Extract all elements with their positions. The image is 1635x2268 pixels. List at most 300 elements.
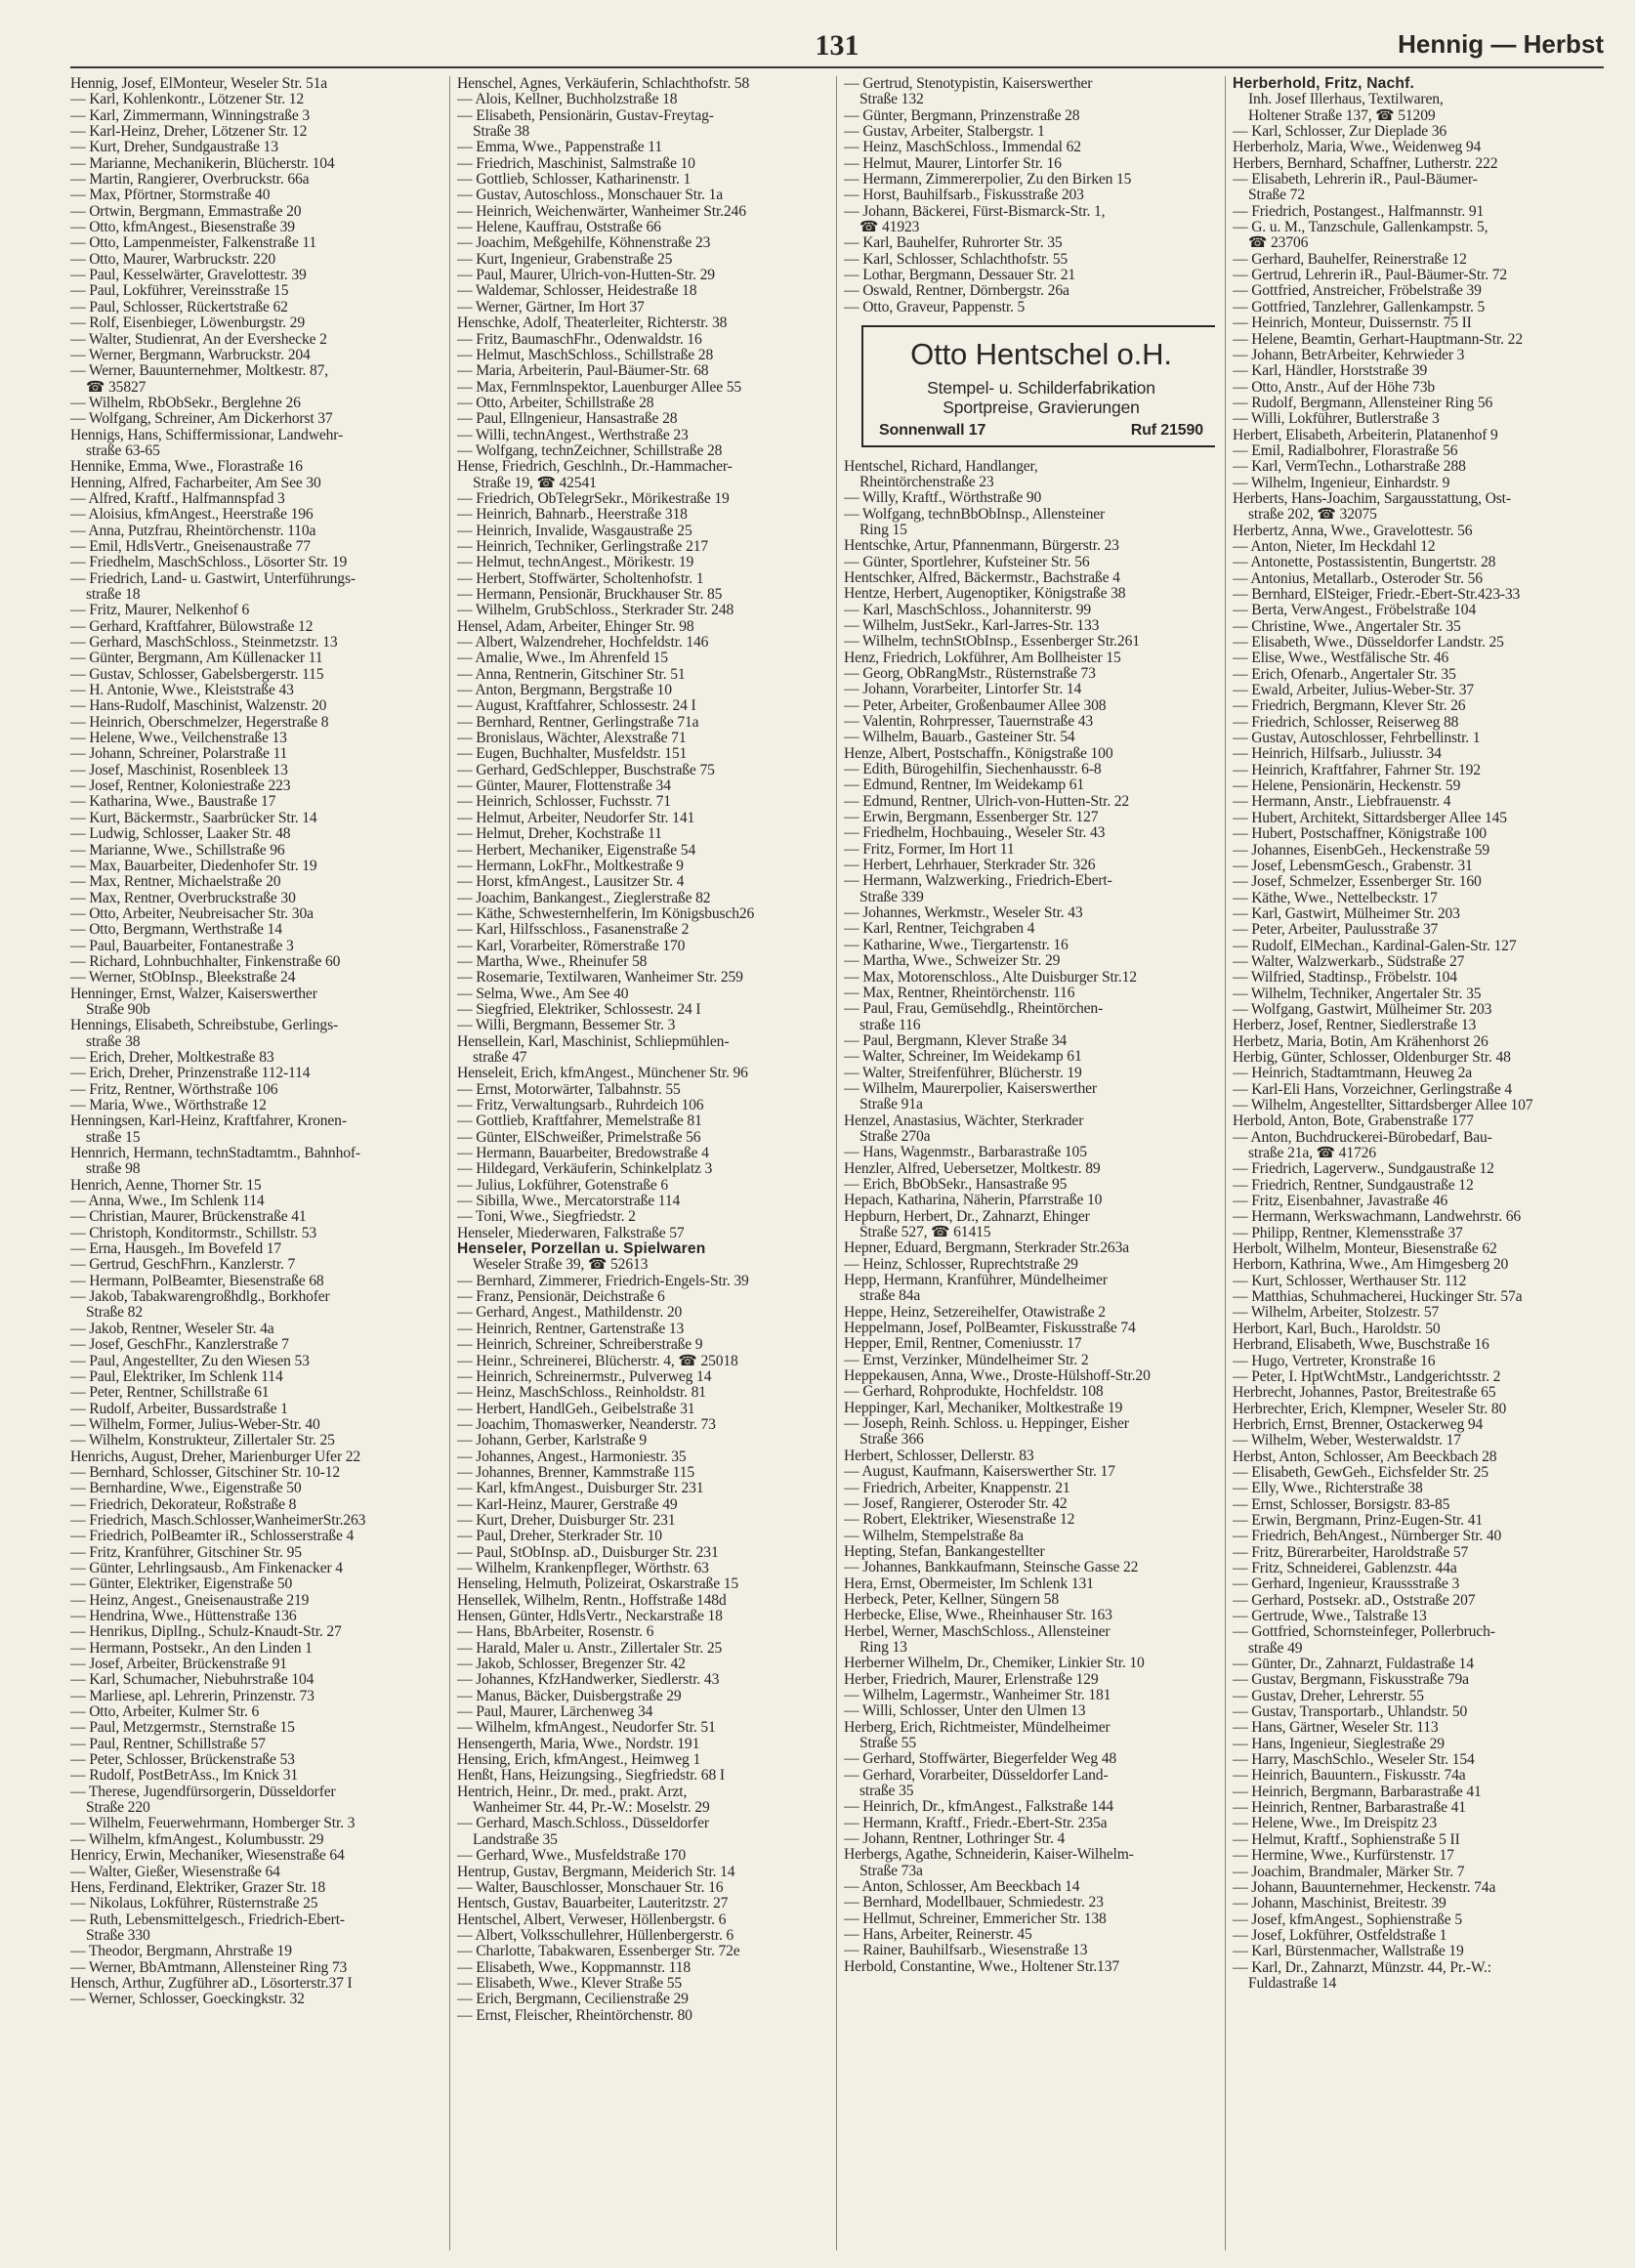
directory-entry: Hens, Ferdinand, Elektriker, Grazer Str. 18 bbox=[70, 1879, 325, 1896]
directory-entry: — Ernst, Motorwärter, Talbahnstr. 55 bbox=[457, 1081, 681, 1098]
directory-entry: — Eugen, Buchhalter, Musfeldstr. 151 bbox=[457, 746, 688, 763]
directory-entry: — Friedrich, Bergmann, Klever Str. 26 bbox=[1233, 698, 1466, 715]
directory-entry: — Gertrud, Lehrerin iR., Paul-Bäumer-Str. 72 bbox=[1233, 268, 1508, 284]
directory-entry: — Johannes, Brenner, Kammstraße 115 bbox=[457, 1464, 694, 1481]
directory-entry-continuation: Straße 19, ☎ 42541 bbox=[473, 475, 597, 491]
directory-entry: — Heinz, MaschSchloss., Immendal 62 bbox=[844, 140, 1081, 156]
directory-entry: — Otto, Graveur, Pappenstr. 5 bbox=[844, 299, 1026, 315]
ad-address: Sonnenwall 17 bbox=[879, 422, 986, 440]
directory-entry: — Johannes, KfzHandwerker, Siedlerstr. 43 bbox=[457, 1672, 720, 1689]
directory-entry: — Karl, Vorarbeiter, Römerstraße 170 bbox=[457, 938, 686, 954]
directory-entry: — Helmut, Arbeiter, Neudorfer Str. 141 bbox=[457, 810, 695, 826]
directory-entry: — Johannes, Werkmstr., Weseler Str. 43 bbox=[844, 905, 1083, 922]
directory-entry: — Friedrich, Arbeiter, Knappenstr. 21 bbox=[844, 1480, 1070, 1496]
directory-entry: — Willi, Schlosser, Unter den Ulmen 13 bbox=[844, 1703, 1086, 1720]
directory-entry: — Hermann, Werkswachmann, Landwehrstr. 66 bbox=[1233, 1209, 1522, 1226]
directory-entry: — Hermann, Kraftf., Friedr.-Ebert-Str. 235a bbox=[844, 1815, 1108, 1831]
directory-entry-continuation: Straße 366 bbox=[859, 1432, 924, 1449]
directory-entry: — Harry, MaschSchlo., Weseler Str. 154 bbox=[1233, 1752, 1475, 1769]
directory-entry-continuation: Landstraße 35 bbox=[473, 1831, 558, 1848]
directory-entry: — Joachim, Brandmaler, Märker Str. 7 bbox=[1233, 1864, 1465, 1880]
directory-entry: — Hildegard, Verkäuferin, Schinkelplatz 3 bbox=[457, 1161, 713, 1178]
directory-entry-continuation: Fuldastraße 14 bbox=[1248, 1975, 1337, 1992]
directory-entry: — Gottlieb, Schlosser, Katharinenstr. 1 bbox=[457, 172, 692, 189]
directory-entry: — Lothar, Bergmann, Dessauer Str. 21 bbox=[844, 268, 1076, 284]
directory-entry: — Josef, kfmAngest., Sophienstraße 5 bbox=[1233, 1911, 1462, 1928]
directory-entry: — Johann, Rentner, Lothringer Str. 4 bbox=[844, 1831, 1066, 1848]
directory-entry: — Paul, Kesselwärter, Gravelottestr. 39 bbox=[70, 268, 307, 284]
directory-entry: — Anton, Bergmann, Bergstraße 10 bbox=[457, 683, 672, 699]
directory-entry: — Fritz, Schneiderei, Gablenzstr. 44a bbox=[1233, 1560, 1457, 1576]
directory-entry-continuation: Wanheimer Str. 44, Pr.-W.: Moselstr. 29 bbox=[473, 1800, 710, 1817]
directory-entry: — Karl-Eli Hans, Vorzeichner, Gerlingstraße 4 bbox=[1233, 1081, 1513, 1098]
directory-entry: — Hermann, PolBeamter, Biesenstraße 68 bbox=[70, 1273, 324, 1289]
directory-entry: — Albert, Walzendreher, Hochfeldstr. 146 bbox=[457, 635, 709, 651]
directory-entry: Hentsch, Gustav, Bauarbeiter, Lauteritzstr. 27 bbox=[457, 1896, 729, 1912]
directory-entry: — Josef, Lokführer, Ostfeldstraße 1 bbox=[1233, 1927, 1447, 1944]
directory-entry: Herbertz, Anna, Wwe., Gravelottestr. 56 bbox=[1233, 523, 1473, 539]
directory-entry: — Marianne, Mechanikerin, Blücherstr. 104 bbox=[70, 155, 335, 172]
directory-entry: — Kurt, Dreher, Sundgaustraße 13 bbox=[70, 140, 278, 156]
directory-entry: Hepper, Emil, Rentner, Comeniusstr. 17 bbox=[844, 1336, 1082, 1353]
directory-entry: — Gustav, Transportarb., Uhlandstr. 50 bbox=[1233, 1704, 1468, 1721]
directory-entry: — Werner, Schlosser, Goeckingkstr. 32 bbox=[70, 1992, 305, 2008]
directory-entry: — Robert, Elektriker, Wiesenstraße 12 bbox=[844, 1512, 1075, 1529]
directory-entry-continuation: Straße 527, ☎ 61415 bbox=[859, 1225, 991, 1240]
directory-entry: — Helene, Beamtin, Gerhart-Hauptmann-Str. 22 bbox=[1233, 331, 1523, 348]
directory-entry: — Gerhard, MaschSchloss., Steinmetzstr. 13 bbox=[70, 635, 338, 651]
directory-entry: — Waldemar, Schlosser, Heidestraße 18 bbox=[457, 283, 697, 300]
directory-entry: — Ruth, Lebensmittelgesch., Friedrich-Ebert- bbox=[70, 1911, 345, 1928]
directory-entry: — G. u. M., Tanzschule, Gallenkampstr. 5, bbox=[1233, 220, 1488, 236]
directory-entry: — Friedrich, Maschinist, Salmstraße 10 bbox=[457, 155, 695, 172]
directory-entry: — Christoph, Konditormstr., Schillstr. 53 bbox=[70, 1225, 317, 1241]
directory-entry: Hensellein, Karl, Maschinist, Schliepmühlen- bbox=[457, 1033, 730, 1050]
directory-entry: — Selma, Wwe., Am See 40 bbox=[457, 986, 629, 1002]
directory-entry: — Werner, Bauunternehmer, Moltkestr. 87, bbox=[70, 363, 329, 380]
directory-entry: — Albert, Volksschullehrer, Hüllenbergerstr. 6 bbox=[457, 1927, 734, 1944]
directory-entry: Hentschel, Richard, Handlanger, bbox=[844, 458, 1038, 475]
directory-entry: — Elly, Wwe., Richterstraße 38 bbox=[1233, 1481, 1423, 1497]
directory-entry: — Nikolaus, Lokführer, Rüsternstraße 25 bbox=[70, 1896, 318, 1912]
directory-entry: — Erwin, Bergmann, Essenberger Str. 127 bbox=[844, 810, 1099, 826]
directory-entry: — Helene, Pensionärin, Heckenstr. 59 bbox=[1233, 778, 1461, 795]
directory-entry: — Heinz, MaschSchloss., Reinholdstr. 81 bbox=[457, 1385, 706, 1402]
directory-entry: — Hermann, LokFhr., Moltkestraße 9 bbox=[457, 858, 684, 874]
directory-entry: — Ernst, Verzinker, Mündelheimer Str. 2 bbox=[844, 1352, 1089, 1368]
directory-entry: — Kurt, Schlosser, Werthauser Str. 112 bbox=[1233, 1273, 1467, 1289]
directory-entry: — Hubert, Postschaffner, Königstraße 100 bbox=[1233, 826, 1487, 843]
directory-entry-highlight: Henseler, Porzellan u. Spielwaren bbox=[457, 1241, 706, 1258]
directory-entry: Hentrup, Gustav, Bergmann, Meiderich Str. 14 bbox=[457, 1864, 735, 1880]
directory-entry: — Wilhelm, Feuerwehrmann, Homberger Str. 3 bbox=[70, 1816, 356, 1832]
directory-entry: Herbrecht, Johannes, Pastor, Breitestraße 65 bbox=[1233, 1385, 1496, 1402]
directory-entry: — Matthias, Schuhmacherei, Huckinger Str. 57a bbox=[1233, 1289, 1523, 1306]
directory-entry: — Wolfgang, technZeichner, Schillstraße 28 bbox=[457, 442, 723, 459]
directory-entry: — Josef, Rangierer, Osteroder Str. 42 bbox=[844, 1495, 1068, 1512]
directory-entry: — Heinz, Angest., Gneisenaustraße 219 bbox=[70, 1592, 310, 1609]
directory-entry: — Gerhard, Angest., Mathildenstr. 20 bbox=[457, 1305, 683, 1322]
directory-entry: — Hermine, Wwe., Kurfürstenstr. 17 bbox=[1233, 1848, 1454, 1865]
directory-entry: — Maria, Wwe., Wörthstraße 12 bbox=[70, 1098, 267, 1113]
directory-entry: — Karl, Dr., Zahnarzt, Münzstr. 44, Pr.-W.: bbox=[1233, 1959, 1491, 1976]
running-head: Hennig — Herbst bbox=[1398, 29, 1604, 59]
directory-entry: — Walter, Walzwerkarb., Südstraße 27 bbox=[1233, 953, 1465, 970]
directory-entry: — Hans, Ingenieur, Sieglestraße 29 bbox=[1233, 1736, 1445, 1752]
directory-entry: — Otto, Arbeiter, Kulmer Str. 6 bbox=[70, 1704, 260, 1721]
directory-entry: — Karl, Gastwirt, Mülheimer Str. 203 bbox=[1233, 905, 1460, 922]
directory-entry: — Karl, Schumacher, Niebuhrstraße 104 bbox=[70, 1672, 314, 1689]
directory-entry: Hensengerth, Maria, Wwe., Nordstr. 191 bbox=[457, 1736, 700, 1752]
directory-entry: — Wilhelm, Techniker, Angertaler Str. 35 bbox=[1233, 986, 1482, 1002]
directory-entry: — Johannes, Bankkaufmann, Steinsche Gasse 22 bbox=[844, 1560, 1139, 1576]
directory-entry: Herbolt, Wilhelm, Monteur, Biesenstraße 62 bbox=[1233, 1241, 1497, 1258]
directory-entry: Herberholz, Maria, Wwe., Weidenweg 94 bbox=[1233, 140, 1482, 156]
directory-entry: — Martin, Rangierer, Overbruckstr. 66a bbox=[70, 172, 310, 189]
directory-entry: — Karl, Bürstenmacher, Wallstraße 19 bbox=[1233, 1944, 1464, 1960]
directory-entry: — Willy, Kraftf., Wörthstraße 90 bbox=[844, 490, 1042, 507]
directory-entry: — Gertrud, GeschFhrn., Kanzlerstr. 7 bbox=[70, 1257, 296, 1274]
directory-entry: — Johann, Schreiner, Polarstraße 11 bbox=[70, 746, 288, 763]
directory-entry: — Philipp, Rentner, Klemensstraße 37 bbox=[1233, 1225, 1463, 1241]
directory-entry: Hera, Ernst, Obermeister, Im Schlenk 131 bbox=[844, 1575, 1094, 1592]
directory-column-4 bbox=[1233, 76, 1604, 2250]
directory-entry-continuation: Rheintörchenstraße 23 bbox=[859, 474, 994, 490]
directory-entry: Heppe, Heinz, Setzereihelfer, Otawistraße 2 bbox=[844, 1304, 1106, 1321]
directory-entry: — Friedrich, BehAngest., Nürnberger Str. 40 bbox=[1233, 1529, 1502, 1545]
directory-entry: — Emma, Wwe., Pappenstraße 11 bbox=[457, 140, 663, 156]
directory-entry-continuation: straße 63-65 bbox=[86, 442, 160, 459]
directory-entry: Herbold, Anton, Bote, Grabenstraße 177 bbox=[1233, 1113, 1474, 1130]
ad-line-2: Sportpreise, Gravierungen bbox=[943, 398, 1140, 418]
directory-entry: — Bronislaus, Wächter, Alexstraße 71 bbox=[457, 731, 687, 747]
directory-entry: Heppekausen, Anna, Wwe., Droste-Hülshoff-Str.20 bbox=[844, 1368, 1151, 1385]
directory-entry-continuation: Straße 132 bbox=[859, 92, 924, 108]
directory-entry: Henseleit, Erich, kfmAngest., Münchener Str. 96 bbox=[457, 1066, 748, 1082]
directory-entry: — Walter, Streifenführer, Blücherstr. 19 bbox=[844, 1065, 1082, 1081]
directory-entry: Henninger, Ernst, Walzer, Kaiserswerther bbox=[70, 986, 317, 1002]
directory-entry: — Gerhard, Postsekr. aD., Oststraße 207 bbox=[1233, 1592, 1476, 1609]
directory-entry: — Josef, Rentner, Koloniestraße 223 bbox=[70, 778, 291, 795]
directory-entry: — Karl, MaschSchloss., Johanniterstr. 99 bbox=[844, 602, 1092, 618]
directory-entry: — Johannes, Angest., Harmoniestr. 35 bbox=[457, 1449, 687, 1465]
directory-entry: — Max, Rentner, Overbruckstraße 30 bbox=[70, 890, 296, 906]
directory-entry: Henning, Alfred, Facharbeiter, Am See 30 bbox=[70, 475, 321, 491]
directory-entry: — Ortwin, Bergmann, Emmastraße 20 bbox=[70, 203, 302, 220]
directory-entry: — Paul, Schlosser, Rückertstraße 62 bbox=[70, 299, 288, 315]
directory-entry: — Johann, Maschinist, Breitestr. 39 bbox=[1233, 1896, 1446, 1912]
directory-entry: — Elisabeth, Wwe., Koppmannstr. 118 bbox=[457, 1959, 692, 1976]
directory-entry: — Karl, kfmAngest., Duisburger Str. 231 bbox=[457, 1481, 704, 1497]
directory-entry: — Bernhard, Zimmerer, Friedrich-Engels-Str. 39 bbox=[457, 1273, 749, 1289]
directory-entry: — Erich, BbObSekr., Hansastraße 95 bbox=[844, 1176, 1068, 1193]
directory-entry: — Willi, technAngest., Werthstraße 23 bbox=[457, 427, 689, 443]
directory-entry: — Paul, Elektriker, Im Schlenk 114 bbox=[70, 1368, 283, 1385]
directory-entry: — Berta, VerwAngest., Fröbelstraße 104 bbox=[1233, 603, 1477, 619]
directory-entry: — Bernhard, Schlosser, Gitschiner Str. 10-12 bbox=[70, 1464, 341, 1481]
directory-entry: — Otto, Arbeiter, Neubreisacher Str. 30a bbox=[70, 905, 314, 922]
directory-entry: — Antonius, Metallarb., Osteroder Str. 56 bbox=[1233, 570, 1483, 587]
directory-entry: — Johann, Gerber, Karlstraße 9 bbox=[457, 1433, 648, 1449]
directory-entry: — Katharine, Wwe., Tiergartenstr. 16 bbox=[844, 937, 1069, 953]
directory-entry: — Peter, Arbeiter, Paulusstraße 37 bbox=[1233, 922, 1439, 939]
directory-entry: — Wilhelm, JustSekr., Karl-Jarres-Str. 133 bbox=[844, 617, 1100, 634]
directory-entry-continuation: straße 47 bbox=[473, 1049, 527, 1066]
directory-entry-continuation: straße 84a bbox=[859, 1288, 921, 1305]
directory-entry: — Erich, Dreher, Moltkestraße 83 bbox=[70, 1049, 274, 1066]
directory-entry: — Käthe, Schwesternhelferin, Im Königsbusch26 bbox=[457, 905, 755, 922]
page-number: 131 bbox=[815, 29, 859, 62]
directory-entry: — Emil, Radialbohrer, Florastraße 56 bbox=[1233, 442, 1458, 459]
directory-entry-continuation: Straße 55 bbox=[859, 1736, 916, 1751]
directory-entry: — Heinrich, Techniker, Gerlingstraße 217 bbox=[457, 538, 709, 555]
directory-entry-continuation: Straße 90b bbox=[86, 1001, 150, 1018]
directory-entry: — Paul, Ellngenieur, Hansastraße 28 bbox=[457, 411, 678, 428]
directory-entry: — August, Kaufmann, Kaiserswerther Str. 17 bbox=[844, 1464, 1115, 1481]
directory-entry: — Gerhard, Wwe., Musfeldstraße 170 bbox=[457, 1848, 687, 1865]
directory-entry: — Gustav, Dreher, Lehrerstr. 55 bbox=[1233, 1688, 1424, 1704]
directory-entry: Herbort, Karl, Buch., Haroldstr. 50 bbox=[1233, 1321, 1441, 1337]
directory-entry: Henze, Albert, Postschaffn., Königstraße 100 bbox=[844, 745, 1113, 762]
directory-entry: — Hans, BbArbeiter, Rosenstr. 6 bbox=[457, 1624, 654, 1641]
directory-entry-highlight: Herberhold, Fritz, Nachf. bbox=[1233, 76, 1415, 92]
directory-entry: — Günter, Bergmann, Am Küllenacker 11 bbox=[70, 651, 323, 667]
directory-entry: Hensellek, Wilhelm, Rentn., Hoffstraße 148d bbox=[457, 1592, 727, 1609]
directory-entry: — Friedrich, Postangest., Halfmannstr. 91 bbox=[1233, 203, 1485, 220]
advertisement-box bbox=[861, 325, 1215, 446]
directory-entry: — Antonette, Postassistentin, Bungertstr. 28 bbox=[1233, 555, 1496, 571]
directory-entry: — Johann, Bäckerei, Fürst-Bismarck-Str. 1, bbox=[844, 203, 1106, 220]
directory-entry: — Toni, Wwe., Siegfriedstr. 2 bbox=[457, 1209, 636, 1226]
directory-entry: Hennings, Elisabeth, Schreibstube, Gerlings- bbox=[70, 1018, 339, 1034]
directory-entry: — Friedhelm, MaschSchloss., Lösorter Str. 19 bbox=[70, 555, 348, 571]
directory-entry: — Josef, LebensmGesch., Grabenstr. 31 bbox=[1233, 858, 1473, 874]
directory-entry: — Emil, HdlsVertr., Gneisenaustraße 77 bbox=[70, 538, 311, 555]
directory-entry: — Hermann, Anstr., Liebfrauenstr. 4 bbox=[1233, 794, 1451, 811]
directory-entry: — Paul, Maurer, Ulrich-von-Hutten-Str. 29 bbox=[457, 268, 715, 284]
directory-entry: — Gerhard, Stoffwärter, Biegerfelder Weg 48 bbox=[844, 1751, 1117, 1768]
directory-entry: — Anton, Buchdruckerei-Bürobedarf, Bau- bbox=[1233, 1129, 1492, 1146]
directory-entry: — Christian, Maurer, Brückenstraße 41 bbox=[70, 1209, 307, 1226]
directory-entry: Henrichs, August, Dreher, Marienburger Ufer 22 bbox=[70, 1449, 361, 1465]
directory-entry: — Karl, Händler, Horststraße 39 bbox=[1233, 363, 1428, 380]
directory-entry: — Maria, Arbeiterin, Paul-Bäumer-Str. 68 bbox=[457, 363, 709, 380]
directory-entry: — Alois, Kellner, Buchholzstraße 18 bbox=[457, 92, 678, 108]
directory-entry: Herbold, Constantine, Wwe., Holtener Str.137 bbox=[844, 1958, 1119, 1975]
directory-entry: Hepner, Eduard, Bergmann, Sterkrader Str.263a bbox=[844, 1240, 1129, 1257]
directory-entry-continuation: straße 49 bbox=[1248, 1640, 1303, 1657]
directory-entry: — Otto, Bergmann, Werthstraße 14 bbox=[70, 922, 282, 939]
directory-entry: — Bernhardine, Wwe., Eigenstraße 50 bbox=[70, 1481, 302, 1497]
directory-entry: — Herbert, HandlGeh., Geibelstraße 31 bbox=[457, 1401, 695, 1417]
directory-entry: — Heinrich, Bahnarb., Heerstraße 318 bbox=[457, 507, 688, 524]
directory-entry: — Sibilla, Wwe., Mercatorstraße 114 bbox=[457, 1194, 681, 1210]
directory-entry: — Heinrich, Dr., kfmAngest., Falkstraße 144 bbox=[844, 1799, 1113, 1816]
directory-entry: — Martha, Wwe., Schweizer Str. 29 bbox=[844, 953, 1061, 970]
directory-entry: Herbrich, Ernst, Brenner, Ostackerweg 94 bbox=[1233, 1416, 1484, 1433]
directory-entry: — Karl-Heinz, Maurer, Gerstraße 49 bbox=[457, 1496, 678, 1513]
directory-entry: — Wilhelm, Konstrukteur, Zillertaler Str. 25 bbox=[70, 1433, 335, 1449]
directory-entry: — Josef, Maschinist, Rosenbleek 13 bbox=[70, 762, 288, 778]
directory-entry-continuation: Straße 73a bbox=[859, 1863, 923, 1879]
directory-entry: — Günter, Elektriker, Eigenstraße 50 bbox=[70, 1576, 293, 1593]
directory-entry: — Erna, Hausgeh., Im Bovefeld 17 bbox=[70, 1241, 282, 1258]
directory-entry: — Paul, Bergmann, Klever Straße 34 bbox=[844, 1032, 1068, 1049]
directory-entry: — Werner, Bergmann, Warbruckstr. 204 bbox=[70, 347, 311, 363]
directory-entry: — Willi, Lokführer, Butlerstraße 3 bbox=[1233, 411, 1440, 428]
directory-entry: — Paul, Metzgermstr., Sternstraße 15 bbox=[70, 1720, 295, 1737]
directory-entry: — Fritz, Former, Im Hort 11 bbox=[844, 841, 1015, 858]
directory-entry: — Heinz, Schlosser, Ruprechtstraße 29 bbox=[844, 1256, 1078, 1273]
directory-entry: — Hellmut, Schreiner, Emmericher Str. 138 bbox=[844, 1911, 1107, 1927]
directory-entry: Henzel, Anastasius, Wächter, Sterkrader bbox=[844, 1113, 1084, 1129]
directory-entry: — Edmund, Rentner, Im Weidekamp 61 bbox=[844, 777, 1085, 794]
directory-entry: — Anna, Wwe., Im Schlenk 114 bbox=[70, 1194, 265, 1210]
page-header bbox=[70, 25, 1604, 64]
ad-title: Otto Hentschel o.H. bbox=[910, 337, 1172, 372]
directory-entry: — Heinrich, Kraftfahrer, Fahrner Str. 192 bbox=[1233, 762, 1481, 778]
directory-entry: — Paul, StObInsp. aD., Duisburger Str. 231 bbox=[457, 1544, 719, 1561]
directory-entry: — Günter, Maurer, Flottenstraße 34 bbox=[457, 778, 671, 795]
directory-entry: — Heinrich, Invalide, Wasgaustraße 25 bbox=[457, 523, 692, 539]
directory-entry: — Bernhard, Modellbauer, Schmiedestr. 23 bbox=[844, 1895, 1104, 1911]
directory-entry: Hense, Friedrich, Geschlnh., Dr.-Hammacher- bbox=[457, 459, 733, 476]
directory-entry: Hennrich, Hermann, technStadtamtm., Bahnhof- bbox=[70, 1146, 360, 1162]
directory-entry: Henzler, Alfred, Uebersetzer, Moltkestr. 89 bbox=[844, 1160, 1101, 1177]
directory-entry: — Amalie, Wwe., Im Ährenfeld 15 bbox=[457, 651, 668, 667]
directory-entry: — Helmut, technAngest., Mörikestr. 19 bbox=[457, 555, 694, 571]
directory-entry: — Walter, Schreiner, Im Weidekamp 61 bbox=[844, 1049, 1082, 1066]
directory-entry: — Ewald, Arbeiter, Julius-Weber-Str. 37 bbox=[1233, 683, 1475, 699]
directory-entry: — Rolf, Eisenbieger, Löwenburgstr. 29 bbox=[70, 315, 305, 332]
directory-entry: — Johann, Vorarbeiter, Lintorfer Str. 14 bbox=[844, 682, 1082, 698]
directory-entry: — Josef, Schmelzer, Essenberger Str. 160 bbox=[1233, 874, 1482, 891]
directory-entry-continuation: straße 98 bbox=[86, 1161, 141, 1178]
directory-entry: — Otto, Anstr., Auf der Höhe 73b bbox=[1233, 379, 1436, 396]
directory-entry: — Bernhard, Rentner, Gerlingstraße 71a bbox=[457, 714, 699, 731]
directory-entry: — Walter, Studienrat, An der Evershecke 2 bbox=[70, 331, 327, 348]
directory-entry: — Otto, kfmAngest., Biesenstraße 39 bbox=[70, 220, 295, 236]
directory-entry: — Friedrich, ObTelegrSekr., Mörikestraße 19 bbox=[457, 490, 730, 507]
directory-entry: — Paul, Dreher, Sterkrader Str. 10 bbox=[457, 1529, 662, 1545]
directory-entry: Herberz, Josef, Rentner, Siedlerstraße 13 bbox=[1233, 1018, 1477, 1034]
directory-entry: Herberts, Hans-Joachim, Sargausstattung, Ost- bbox=[1233, 490, 1511, 507]
directory-entry-continuation: Straße 38 bbox=[473, 124, 529, 141]
directory-entry: Henschel, Agnes, Verkäuferin, Schlachthofstr. 58 bbox=[457, 76, 750, 92]
directory-entry-continuation: straße 15 bbox=[86, 1129, 141, 1146]
directory-entry: — Hans-Rudolf, Maschinist, Walzenstr. 20 bbox=[70, 698, 327, 715]
directory-entry: — Kurt, Dreher, Duisburger Str. 231 bbox=[457, 1512, 676, 1529]
directory-entry-continuation: straße 116 bbox=[859, 1017, 921, 1033]
directory-entry: — Max, Rentner, Rheintörchenstr. 116 bbox=[844, 985, 1075, 1001]
directory-entry: — Karl, Hilfsschloss., Fasanenstraße 2 bbox=[457, 922, 690, 939]
directory-entry: — Gottlieb, Kraftfahrer, Memelstraße 81 bbox=[457, 1113, 702, 1130]
directory-entry: — H. Antonie, Wwe., Kleiststraße 43 bbox=[70, 683, 294, 699]
directory-entry: — Rudolf, Bergmann, Allensteiner Ring 56 bbox=[1233, 395, 1493, 411]
directory-entry: — Friedrich, PolBeamter iR., Schlosserstraße 4 bbox=[70, 1529, 355, 1545]
directory-entry: — Paul, Bauarbeiter, Fontanestraße 3 bbox=[70, 938, 294, 954]
directory-entry: — Friedrich, Rentner, Sundgaustraße 12 bbox=[1233, 1177, 1474, 1194]
directory-entry: — Franz, Pensionär, Deichstraße 6 bbox=[457, 1289, 665, 1306]
directory-entry: — Peter, Schlosser, Brückenstraße 53 bbox=[70, 1752, 295, 1769]
directory-entry: — Richard, Lohnbuchhalter, Finkenstraße 60 bbox=[70, 953, 341, 970]
directory-entry: — Josef, Arbeiter, Brückenstraße 91 bbox=[70, 1657, 287, 1673]
directory-entry: — Günter, Bergmann, Prinzenstraße 28 bbox=[844, 107, 1080, 124]
directory-entry: — Wilhelm, Maurerpolier, Kaiserswerther bbox=[844, 1080, 1097, 1097]
directory-entry: — Johann, Bauunternehmer, Heckenstr. 74a bbox=[1233, 1879, 1496, 1896]
directory-entry: — Anton, Schlosser, Am Beeckbach 14 bbox=[844, 1879, 1080, 1896]
directory-entry: — Horst, kfmAngest., Lausitzer Str. 4 bbox=[457, 874, 685, 891]
directory-entry: — Josef, GeschFhr., Kanzlerstraße 7 bbox=[70, 1337, 289, 1354]
directory-entry: — Friedrich, Masch.Schlosser,WanheimerStr.263 bbox=[70, 1512, 366, 1529]
directory-entry: — Rudolf, ElMechan., Kardinal-Galen-Str. 127 bbox=[1233, 938, 1517, 954]
directory-entry: Herbrechter, Erich, Klempner, Weseler Str. 80 bbox=[1233, 1401, 1507, 1417]
directory-entry: Henz, Friedrich, Lokführer, Am Bollheister 15 bbox=[844, 650, 1121, 666]
directory-entry: — Elisabeth, Lehrerin iR., Paul-Bäumer- bbox=[1233, 172, 1478, 189]
directory-entry: — Heinrich, Bergmann, Barbarastraße 41 bbox=[1233, 1784, 1482, 1800]
directory-entry: — Martha, Wwe., Rheinufer 58 bbox=[457, 953, 648, 970]
directory-entry: Herbers, Bernhard, Schaffner, Lutherstr. 222 bbox=[1233, 155, 1498, 172]
directory-entry-continuation: Straße 330 bbox=[86, 1927, 150, 1944]
directory-entry: — Erich, Ofenarb., Angertaler Str. 35 bbox=[1233, 666, 1456, 683]
header-rule bbox=[70, 66, 1604, 68]
directory-entry: Herbert, Elisabeth, Arbeiterin, Platanenhof 9 bbox=[1233, 427, 1498, 443]
directory-entry: — Paul, Angestellter, Zu den Wiesen 53 bbox=[70, 1353, 310, 1369]
directory-entry: Hennike, Emma, Wwe., Florastraße 16 bbox=[70, 459, 303, 476]
directory-entry: — Otto, Maurer, Warbruckstr. 220 bbox=[70, 251, 276, 268]
directory-entry: — Wilhelm, Arbeiter, Stolzestr. 57 bbox=[1233, 1305, 1440, 1322]
directory-entry: — Wilhelm, technStObInsp., Essenberger Str.261 bbox=[844, 634, 1140, 651]
directory-entry-continuation: Straße 72 bbox=[1248, 188, 1305, 204]
directory-entry: Heppelmann, Josef, PolBeamter, Fiskusstraße 74 bbox=[844, 1321, 1136, 1337]
directory-entry: — Helmut, Maurer, Lintorfer Str. 16 bbox=[844, 155, 1062, 172]
directory-entry: — Christine, Wwe., Angertaler Str. 35 bbox=[1233, 618, 1461, 635]
directory-entry: — Wilfried, Stadtinsp., Fröbelstr. 104 bbox=[1233, 970, 1457, 987]
directory-entry: — Fritz, Eisenbahner, Javastraße 46 bbox=[1233, 1194, 1448, 1210]
directory-entry: Henningsen, Karl-Heinz, Kraftfahrer, Kronen- bbox=[70, 1113, 347, 1130]
directory-entry: — Edmund, Rentner, Ulrich-von-Hutten-Str. 22 bbox=[844, 793, 1130, 810]
directory-entry: — Karl, Kohlenkontr., Lötzener Str. 12 bbox=[70, 92, 304, 108]
directory-entry: Herbert, Schlosser, Dellerstr. 83 bbox=[844, 1448, 1034, 1464]
directory-entry: — Gerhard, Vorarbeiter, Düsseldorfer Land- bbox=[844, 1767, 1109, 1784]
directory-entry: — Horst, Bauhilfsarb., Fiskusstraße 203 bbox=[844, 188, 1084, 204]
directory-entry: — Fritz, Rentner, Wörthstraße 106 bbox=[70, 1081, 278, 1098]
directory-entry: — Gottfried, Schornsteinfeger, Pollerbruch- bbox=[1233, 1624, 1495, 1641]
directory-entry: — Heinrich, Schreinermstr., Pulverweg 14 bbox=[457, 1368, 712, 1385]
directory-entry: — Gottfried, Anstreicher, Fröbelstraße 39 bbox=[1233, 283, 1482, 300]
directory-entry: — Hans, Wagenmstr., Barbarastraße 105 bbox=[844, 1145, 1087, 1161]
directory-entry: — Gertrud, Stenotypistin, Kaiserswerther bbox=[844, 76, 1093, 92]
directory-entry: — Anna, Rentnerin, Gitschiner Str. 51 bbox=[457, 666, 686, 683]
directory-entry: — Werner, StObInsp., Bleekstraße 24 bbox=[70, 970, 296, 987]
directory-entry: — Helene, Wwe., Im Dreispitz 23 bbox=[1233, 1816, 1437, 1832]
directory-entry: — Max, Pförtner, Stormstraße 40 bbox=[70, 188, 271, 204]
directory-entry: — Hermann, Bauarbeiter, Bredowstraße 4 bbox=[457, 1146, 709, 1162]
directory-entry: Herbel, Werner, MaschSchloss., Allensteiner bbox=[844, 1623, 1111, 1640]
directory-entry: — Heinrich, Rentner, Barbarastraße 41 bbox=[1233, 1800, 1466, 1817]
directory-entry-continuation: ☎ 23706 bbox=[1248, 235, 1309, 252]
directory-entry: — Friedrich, Land- u. Gastwirt, Unterführungs- bbox=[70, 570, 356, 587]
directory-entry: — Julius, Lokführer, Gotenstraße 6 bbox=[457, 1177, 669, 1194]
directory-entry: — Herbert, Mechaniker, Eigenstraße 54 bbox=[457, 842, 696, 859]
directory-entry-continuation: Straße 270a bbox=[859, 1128, 931, 1145]
directory-entry: — Johannes, EisenbGeh., Heckenstraße 59 bbox=[1233, 842, 1490, 859]
directory-entry: — Heinrich, Schreiner, Schreiberstraße 9 bbox=[457, 1337, 703, 1354]
directory-entry: — Helene, Kauffrau, Oststraße 66 bbox=[457, 220, 661, 236]
directory-entry: — Marliese, apl. Lehrerin, Prinzenstr. 73 bbox=[70, 1688, 314, 1704]
directory-entry: — Anton, Nieter, Im Heckdahl 12 bbox=[1233, 538, 1436, 555]
directory-entry: — Hermann, Pensionär, Bruckhauser Str. 85 bbox=[457, 587, 723, 603]
